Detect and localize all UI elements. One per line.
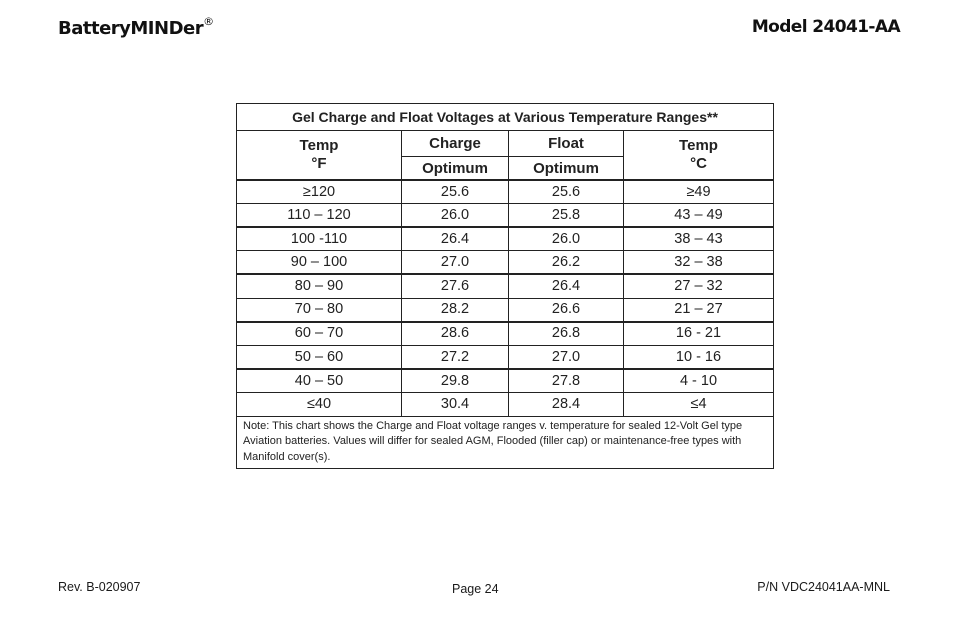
registered-mark: ® [203, 15, 214, 28]
cell-temp-c: 10 - 16 [624, 345, 774, 369]
header-temp-f-unit: °F [311, 155, 327, 173]
header-temp-f-label: Temp [299, 137, 339, 155]
cell-temp-f: 110 – 120 [237, 204, 402, 228]
table-note: Note: This chart shows the Charge and Float voltage ranges v. temperature for sealed 12-Volt Gel type Aviation batteries. Values will differ for sealed AGM, Flooded (filler cap) or maintenance-free types with Manifold cover(s). [237, 416, 774, 469]
table-row [237, 251, 774, 275]
page-number: Page 24 [452, 582, 499, 596]
subheader-charge-optimum: Optimum [402, 157, 509, 181]
cell-float: 25.6 [509, 180, 624, 204]
cell-temp-c: 16 - 21 [624, 322, 774, 346]
cell-charge: 26.4 [402, 227, 509, 251]
brand-name: BatteryMINDer [58, 18, 204, 39]
cell-temp-f: 50 – 60 [237, 345, 402, 369]
cell-temp-c: 38 – 43 [624, 227, 774, 251]
cell-charge: 28.6 [402, 322, 509, 346]
table-row [237, 180, 774, 204]
cell-float: 25.8 [509, 204, 624, 228]
voltage-table [236, 103, 774, 469]
cell-charge: 25.6 [402, 180, 509, 204]
table-title-row [237, 104, 774, 131]
cell-temp-f: 40 – 50 [237, 369, 402, 393]
cell-temp-c: ≥49 [624, 180, 774, 204]
cell-charge: 28.2 [402, 298, 509, 322]
header-charge: Charge [402, 131, 509, 157]
revision-label: Rev. B-020907 [58, 580, 141, 594]
table-title: Gel Charge and Float Voltages at Various Temperature Ranges** [237, 104, 774, 131]
table-row [237, 369, 774, 393]
cell-charge: 27.0 [402, 251, 509, 275]
cell-temp-c: 43 – 49 [624, 204, 774, 228]
header-float: Float [509, 131, 624, 157]
brand-logo [58, 17, 214, 39]
model-number: Model 24041-AA [751, 17, 900, 37]
cell-charge: 29.8 [402, 369, 509, 393]
cell-charge: 30.4 [402, 392, 509, 416]
cell-charge: 26.0 [402, 204, 509, 228]
table-row [237, 322, 774, 346]
header-temp-f [237, 131, 402, 181]
table-row [237, 274, 774, 298]
cell-temp-c: ≤4 [624, 392, 774, 416]
cell-float: 26.0 [509, 227, 624, 251]
table-row [237, 298, 774, 322]
cell-temp-c: 32 – 38 [624, 251, 774, 275]
part-number: P/N VDC24041AA-MNL [757, 580, 890, 594]
table-row [237, 345, 774, 369]
table-row [237, 204, 774, 228]
table-row [237, 392, 774, 416]
header-temp-c [624, 131, 774, 181]
cell-temp-c: 21 – 27 [624, 298, 774, 322]
cell-charge: 27.2 [402, 345, 509, 369]
cell-float: 26.6 [509, 298, 624, 322]
cell-temp-f: 90 – 100 [237, 251, 402, 275]
cell-temp-f: ≥120 [237, 180, 402, 204]
cell-temp-f: 80 – 90 [237, 274, 402, 298]
cell-charge: 27.6 [402, 274, 509, 298]
cell-temp-f: ≤40 [237, 392, 402, 416]
header-temp-c-label: Temp [679, 137, 718, 155]
cell-temp-c: 27 – 32 [624, 274, 774, 298]
cell-float: 28.4 [509, 392, 624, 416]
cell-temp-f: 100 -110 [237, 227, 402, 251]
cell-float: 27.8 [509, 369, 624, 393]
cell-temp-f: 70 – 80 [237, 298, 402, 322]
note-row [237, 416, 774, 469]
table-row [237, 227, 774, 251]
cell-float: 26.4 [509, 274, 624, 298]
header-row [237, 131, 774, 157]
cell-float: 26.2 [509, 251, 624, 275]
cell-float: 27.0 [509, 345, 624, 369]
cell-temp-c: 4 - 10 [624, 369, 774, 393]
subheader-float-optimum: Optimum [509, 157, 624, 181]
header-temp-c-unit: °C [690, 155, 707, 173]
cell-temp-f: 60 – 70 [237, 322, 402, 346]
cell-float: 26.8 [509, 322, 624, 346]
